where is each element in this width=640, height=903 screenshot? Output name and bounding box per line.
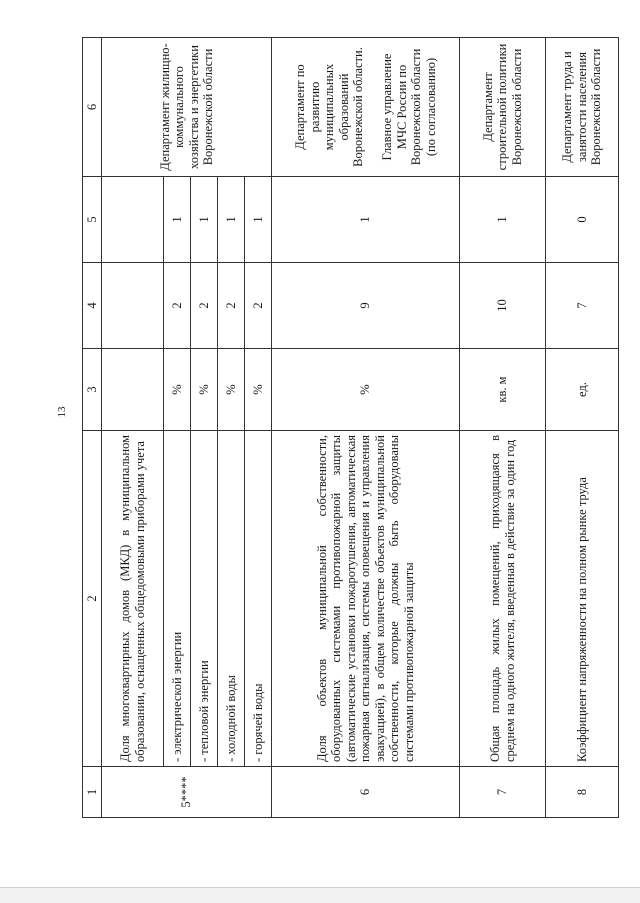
value-cell: 10 <box>460 263 546 349</box>
value-cell: 1 <box>460 177 546 263</box>
value-cell <box>102 263 164 349</box>
value-cell <box>102 177 164 263</box>
header-cell: 4 <box>83 263 102 349</box>
responsible-cell: Департамент труда и занятости населения Воронежской области <box>546 38 619 177</box>
indicator-table-rotated <box>82 38 604 818</box>
header-cell: 1 <box>83 767 102 818</box>
row-number: 7 <box>460 767 546 818</box>
table-row <box>460 38 546 818</box>
table-row <box>272 38 460 818</box>
header-cell: 5 <box>83 177 102 263</box>
indicator-text: Коэффициент напряженности на полном рынке труда <box>546 431 619 767</box>
unit-cell: % <box>164 349 191 431</box>
value-cell: 1 <box>191 177 218 263</box>
header-cell: 6 <box>83 38 102 177</box>
page-number: 13 <box>56 406 68 418</box>
value-cell: 7 <box>546 263 619 349</box>
row-number: 8 <box>546 767 619 818</box>
indicator-text: Доля объектов муниципальной собственности, оборудованных системами противопожарной защиты (автоматические установки пожаротушения, автоматическая пожарная сигнализация, системы оповещения и управления эвакуацией), в общем количестве объектов муниципальной собственности, которые должны быть оборудованы системами противопожарной защиты <box>272 431 460 767</box>
indicator-table <box>82 37 619 818</box>
sub-indicator: - электрической энергии <box>164 431 191 767</box>
unit-cell: % <box>272 349 460 431</box>
value-cell: 2 <box>164 263 191 349</box>
value-cell: 1 <box>272 177 460 263</box>
value-cell: 1 <box>164 177 191 263</box>
table-row <box>102 38 164 818</box>
value-cell: 9 <box>272 263 460 349</box>
value-cell: 2 <box>218 263 245 349</box>
unit-cell: ед. <box>546 349 619 431</box>
indicator-text: Общая площадь жилых помещений, приходящаяся в среднем на одного жителя, введенная в действие за один год <box>460 431 546 767</box>
sub-indicator: - тепловой энергии <box>191 431 218 767</box>
table-row <box>546 38 619 818</box>
unit-cell: % <box>245 349 272 431</box>
value-cell: 2 <box>245 263 272 349</box>
header-row <box>83 38 102 818</box>
sub-indicator: - холодной воды <box>218 431 245 767</box>
unit-cell: кв. м <box>460 349 546 431</box>
responsible-cell: Департамент жилищно-коммунального хозяйства и энергетики Воронежской области <box>102 38 272 177</box>
header-cell: 2 <box>83 431 102 767</box>
header-cell: 3 <box>83 349 102 431</box>
value-cell: 1 <box>218 177 245 263</box>
sub-indicator: - горячей воды <box>245 431 272 767</box>
responsible-cell: Департамент строительной политики Воронежской области <box>460 38 546 177</box>
responsible-cell: Департамент по развитию муниципальных образований Воронежской области. Главное управление МЧС России по Воронежской области (по согласованию) <box>272 38 460 177</box>
row-number: 6 <box>272 767 460 818</box>
value-cell: 1 <box>245 177 272 263</box>
scan-edge <box>0 887 640 903</box>
row-number: 5**** <box>102 767 272 818</box>
unit-cell <box>102 349 164 431</box>
value-cell: 2 <box>191 263 218 349</box>
unit-cell: % <box>191 349 218 431</box>
unit-cell: % <box>218 349 245 431</box>
indicator-text: Доля многоквартирных домов (МКД) в муниципальном образовании, оснащенных общедомовыми приборами учета <box>102 431 164 767</box>
value-cell: 0 <box>546 177 619 263</box>
